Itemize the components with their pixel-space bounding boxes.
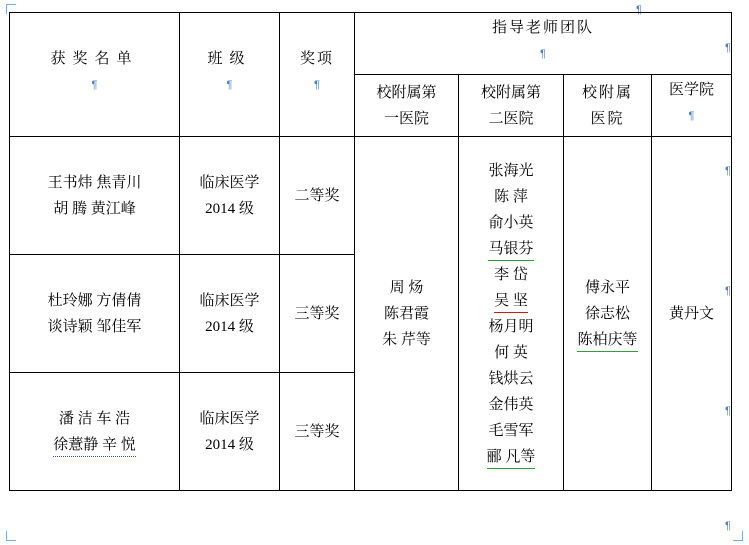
paragraph-mark: ¶ xyxy=(91,79,98,91)
cell-college-teacher xyxy=(652,137,732,491)
teacher-name: 陈 萍 xyxy=(494,188,528,205)
teacher-name: 金伟英 xyxy=(488,396,534,413)
teacher-name: 陈君霞 xyxy=(383,305,429,322)
cell-winners-row3 xyxy=(10,373,180,491)
paragraph-mark: ¶ xyxy=(725,165,731,177)
teacher-name: 傅永平 xyxy=(584,279,630,296)
teacher-name: 杨月明 xyxy=(488,318,534,335)
winners-line: 谈诗颖 邹佳军 xyxy=(47,318,142,335)
cell-award-row1 xyxy=(280,137,355,255)
winners-line: 杜玲娜 方倩倩 xyxy=(47,292,142,309)
award-label: 三等奖 xyxy=(294,423,340,440)
winners-line: 胡 腾 黄江峰 xyxy=(53,200,136,217)
header-cell-hosp2 xyxy=(459,75,564,137)
teacher-name: 李 岱 xyxy=(494,266,528,283)
winners-line: 潘 洁 车 浩 xyxy=(58,410,131,427)
award-label: 三等奖 xyxy=(294,305,340,322)
header-label-winners: 获奖名单 xyxy=(50,51,139,67)
header-cell-college xyxy=(652,75,732,137)
header-label-hosp1-line2: 一医院 xyxy=(383,110,429,127)
award-label: 二等奖 xyxy=(294,187,340,204)
cell-hosp1-teachers xyxy=(355,137,459,491)
header-label-team-group: 指导老师团队 xyxy=(492,20,595,36)
cell-award-row3 xyxy=(280,373,355,491)
header-label-hosp2-line2: 二医院 xyxy=(488,110,534,127)
header-cell-class xyxy=(180,13,280,137)
cell-winners-row1 xyxy=(10,137,180,255)
header-label-class: 班级 xyxy=(207,51,252,67)
header-cell-hosp1 xyxy=(355,75,459,137)
paragraph-mark: ¶ xyxy=(636,4,642,16)
teacher-name: 吴 坚 xyxy=(494,290,528,313)
class-line: 2014 级 xyxy=(205,200,254,217)
cell-class-row2 xyxy=(180,255,280,373)
cell-hosp3-teachers xyxy=(564,137,652,491)
teacher-name: 郦 凡等 xyxy=(487,446,536,469)
paragraph-mark: ¶ xyxy=(725,42,731,54)
page-corner-mark-bottom-left xyxy=(6,531,16,541)
cell-hosp2-teachers xyxy=(459,137,564,491)
header-label-hosp3-line1: 校附属 xyxy=(581,84,633,101)
header-cell-team-group xyxy=(355,13,732,75)
header-label-hosp2-line1: 校附属第 xyxy=(480,84,541,101)
class-line: 临床医学 xyxy=(199,410,260,427)
teacher-name: 马银芬 xyxy=(488,238,533,261)
paragraph-mark: ¶ xyxy=(314,79,320,91)
paragraph-mark: ¶ xyxy=(540,48,546,60)
cell-award-row2 xyxy=(280,255,355,373)
header-label-hosp1-line1: 校附属第 xyxy=(376,84,437,101)
teacher-name: 陈柏庆等 xyxy=(577,329,637,352)
teacher-name: 张海光 xyxy=(488,162,534,179)
header-cell-hosp3 xyxy=(564,75,652,137)
teacher-name: 何 英 xyxy=(494,344,528,361)
header-cell-winners xyxy=(10,13,180,137)
paragraph-mark: ¶ xyxy=(725,285,731,297)
table-row xyxy=(10,137,732,255)
winners-line: 徐薏静 辛 悦 xyxy=(53,434,136,457)
class-line: 2014 级 xyxy=(205,436,254,453)
teacher-name: 俞小英 xyxy=(488,214,534,231)
teacher-name: 毛雪军 xyxy=(488,422,534,439)
teacher-name: 黄丹文 xyxy=(669,305,715,322)
header-label-college: 医学院 xyxy=(669,82,715,98)
class-line: 2014 级 xyxy=(205,318,254,335)
cell-class-row1 xyxy=(180,137,280,255)
cell-class-row3 xyxy=(180,373,280,491)
paragraph-mark: ¶ xyxy=(688,110,695,122)
cell-winners-row2 xyxy=(10,255,180,373)
teacher-name: 徐志松 xyxy=(584,305,630,322)
teacher-name: 钱烘云 xyxy=(488,370,534,387)
paragraph-mark: ¶ xyxy=(725,520,731,532)
award-table xyxy=(9,12,732,491)
teacher-name: 朱 芹等 xyxy=(382,331,431,348)
winners-line: 王书炜 焦青川 xyxy=(47,174,142,191)
class-line: 临床医学 xyxy=(199,292,260,309)
paragraph-mark: ¶ xyxy=(226,79,233,91)
page-corner-mark-bottom-right xyxy=(733,531,743,541)
header-label-hosp3-line2: 医院 xyxy=(590,110,625,127)
teacher-name: 周 炀 xyxy=(389,279,424,296)
class-line: 临床医学 xyxy=(199,174,260,191)
header-cell-award xyxy=(280,13,355,137)
paragraph-mark: ¶ xyxy=(725,405,731,417)
table-header-row-top xyxy=(10,13,732,75)
header-label-award: 奖项 xyxy=(299,51,334,67)
